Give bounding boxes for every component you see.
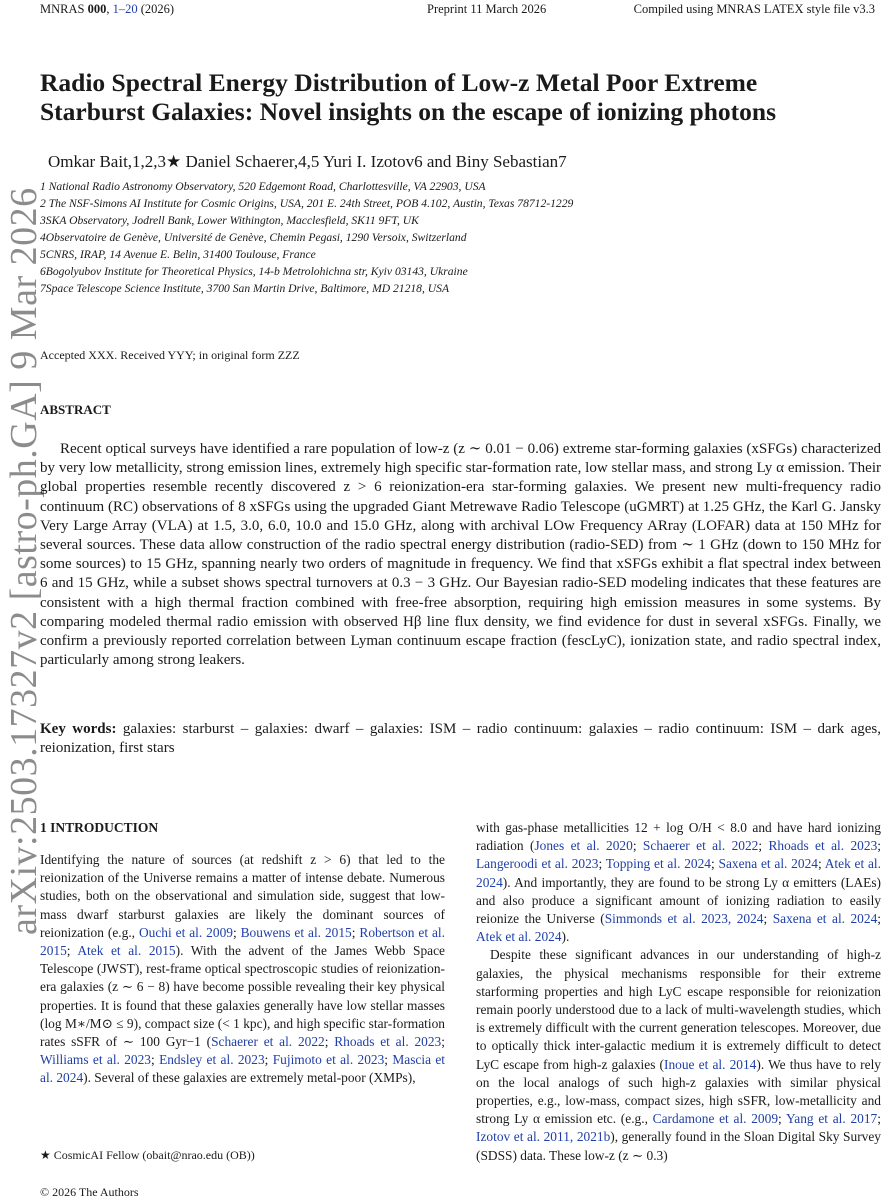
section-heading-introduction: 1 INTRODUCTION [40,820,159,835]
citation-link[interactable]: Bouwens et al. 2015 [240,924,352,940]
citation-link[interactable]: Fujimoto et al. 2023 [272,1052,385,1068]
citation-link[interactable]: Schaerer et al. 2022 [642,838,759,854]
header-volume: 000 [87,2,107,16]
accepted-received-dates: Accepted XXX. Received YYY; in original form ZZZ [40,348,300,362]
header-journal: MNRAS [40,2,85,16]
header-pages-link[interactable]: 1–20 [112,2,138,16]
affiliation-item: 1 National Radio Astronomy Observatory, 520 Edgemont Road, Charlottesville, VA 22903, USA [40,180,486,193]
citation-link[interactable]: Rhoads et al. 2023 [334,1034,442,1050]
keywords-label: Key words: [40,721,117,737]
citation-link[interactable]: Rhoads et al. 2023 [768,838,878,854]
affiliation-list [40,178,573,297]
arxiv-sidebar-stamp: arXiv:2503.17327v2 [astro-ph.GA] 9 Mar 2026 [3,187,45,935]
citation-link[interactable]: Yang et al. 2017 [785,1111,878,1127]
citation-link[interactable]: Topping et al. 2024 [605,856,712,872]
intro-left-column: Identifying the nature of sources (at redshift z > 6) that led to the reionization of the Universe remains a matter of intense debate. Numerous studies, both on the observational and simulation side, suggest that low-mass dwarf starburst galaxies are likely the dominant sources of reionization (e.g., Ouchi et al. 2009; Bouwens et al. 2015; Robertson et al. 2015; Atek et al. 2015). With the advent of the James Webb Space Telescope (JWST), rest-frame optical spectroscopic studies of reionization-era galaxies (z ∼ 6 − 8) have become possible revealing their key physical properties. It is found that these galaxies generally have low stellar masses (log M∗/M⊙ ≤ 9), compact size (< 1 kpc), and high specific star-formation rates sSFR of ∼ 100 Gyr−1 (Schaerer et al. 2022; Rhoads et al. 2023; Williams et al. 2023; Endsley et al. 2023; Fujimoto et al. 2023; Mascia et al. 2024). Several of these galaxies are extremely metal-poor (XMPs), [40,852,446,1086]
paper-title [40,68,840,126]
footnote: ★ CosmicAI Fellow (obait@nrao.edu (OB)) [40,1148,255,1162]
copyright-line: © 2026 The Authors [40,1185,139,1199]
citation-link[interactable]: Robertson et al. 2015 [40,924,445,959]
citation-link[interactable]: Simmonds et al. 2023, 2024 [604,911,764,927]
keywords-text: galaxies: starburst – galaxies: dwarf – galaxies: ISM – radio continuum: galaxies – radio continuum: ISM – dark ages, reionization, first stars [40,721,881,756]
abstract-text: Recent optical surveys have identified a rare population of low-z (z ∼ 0.01 − 0.06) extreme star-forming galaxies (xSFGs) characterized by very low metallicity, strong emission lines, extremely high specific star-formation rate, low stellar mass, and strong Ly α emission. Their global properties resemble recently discovered z > 6 reionization-era star-forming galaxies. We present new multi-frequency radio continuum (RC) observations of 8 xSFGs using the upgraded Giant Metrewave Radio Telescope (uGMRT) at 1.25 GHz, the Karl G. Jansky Very Large Array (VLA) at 1.5, 3.0, 6.0, 10.0 and 15.0 GHz, along with archival LOw Frequency ARray (LOFAR) data at 150 MHz for several sources. These data allow construction of the radio spectral energy distribution (radio-SED) from ∼ 1 GHz (down to 150 MHz for some sources) to 15 GHz, spanning nearly two orders of magnitude in frequency. We find that xSFGs exhibit a flat spectral index between 6 and 15 GHz, while a subset shows spectral turnovers at 0.3 − 3 GHz. Our Bayesian radio-SED modeling indicates that these features are consistent with a high thermal fraction combined with free-free absorption, requiring high emission measures in some systems. By comparing modeled thermal radio emission with observed Hβ line flux density, we find evidence for dust in several xSFGs. Finally, we confirm a previously reported correlation between Lyman continuum escape fraction (fescLyC), ionization state, and radio spectral index, particularly among strong leakers. [40,441,881,669]
citation-link[interactable]: Endsley et al. 2023 [159,1052,265,1068]
citation-link[interactable]: Williams et al. 2023 [40,1052,151,1068]
author-list: Omkar Bait,1,2,3★ Daniel Schaerer,4,5 Yuri I. Izotov6 and Biny Sebastian7 [48,152,567,171]
title-line-1: Radio Spectral Energy Distribution of Low-z Metal Poor Extreme [40,68,758,97]
intro-paragraph: with gas-phase metallicities 12 + log O/H < 8.0 and have hard ionizing radiation (Jones et al. 2020; Schaerer et al. 2022; Rhoads et al. 2023; Langeroodi et al. 2023; Topping et al. 2024; Saxena et al. 2024; Atek et al. 2024). And importantly, they are found to be strong Ly α emitters (LAEs) and also produce a significant amount of ionizing radiation to easily reionize the Universe (Simmonds et al. 2023, 2024; Saxena et al. 2024; Atek et al. 2024). [476,820,881,945]
keywords [40,720,881,758]
affiliation-item: 5CNRS, IRAP, 14 Avenue E. Belin, 31400 Toulouse, France [40,248,316,261]
affiliation-item: 7Space Telescope Science Institute, 3700 San Martin Drive, Baltimore, MD 21218, USA [40,282,450,295]
citation-link[interactable]: Schaerer et al. 2022 [211,1034,325,1050]
citation-link[interactable]: Inoue et al. 2014 [664,1056,757,1072]
affiliation-item: 3SKA Observatory, Jodrell Bank, Lower Withington, Macclesfield, SK11 9FT, UK [40,214,419,227]
citation-link[interactable]: Langeroodi et al. 2023 [476,856,599,872]
citation-link[interactable]: Atek et al. 2024 [476,929,562,945]
intro-right-column [476,819,881,1165]
running-header-journal: MNRAS 000, 1–20 (2026) [40,2,175,16]
citation-link[interactable]: Cardamone et al. 2009 [652,1111,779,1127]
affiliation-item: 6Bogolyubov Institute for Theoretical Physics, 14-b Metrolohichna str, Kyiv 03143, Ukraine [40,265,468,278]
abstract-heading: ABSTRACT [40,402,111,417]
citation-link[interactable]: Saxena et al. 2024 [772,911,878,927]
running-header-preprint: Preprint 11 March 2026 [427,2,547,16]
citation-link[interactable]: Jones et al. 2020 [534,838,633,854]
running-header-style: Compiled using MNRAS LATEX style file v3.3 [633,2,875,16]
header-year: (2026) [140,2,175,16]
title-line-2: Starburst Galaxies: Novel insights on the escape of ionizing photons [40,97,777,126]
citation-link[interactable]: Atek et al. 2024 [476,856,881,890]
citation-link[interactable]: Atek et al. 2015 [77,943,176,959]
citation-link[interactable]: Izotov et al. 2011, 2021b [476,1129,611,1145]
citation-link[interactable]: Saxena et al. 2024 [718,856,818,872]
affiliation-item: 4Observatoire de Genève, Université de Genève, Chemin Pegasi, 1290 Versoix, Switzerland [40,231,467,244]
affiliation-item: 2 The NSF-Simons AI Institute for Cosmic Origins, USA, 201 E. 24th Street, POB 4.102, Austin, Texas 78712-1229 [40,197,574,210]
citation-link[interactable]: Ouchi et al. 2009 [138,924,233,940]
intro-paragraph: Despite these significant advances in our understanding of high-z galaxies, the physical mechanisms responsible for their extreme starforming properties and high LyC escape responsible for reionization remain poorly understood due to a lack of multi-wavelength studies, which is extremely difficult with the current generation telescopes. Moreover, due to optically thick inter-galactic medium it is extremely difficult to detect LyC escape from high-z galaxies (Inoue et al. 2014). We thus have to rely on the local analogs of such high-z galaxies with similar physical properties, e.g., low-mass, compact sizes, high sSFR, low-metallicity and strong Ly α emission etc. (e.g., Cardamone et al. 2009; Yang et al. 2017; Izotov et al. 2011, 2021b), generally found in the Sloan Digital Sky Survey (SDSS) data. These low-z (z ∼ 0.3) [476,947,881,1163]
citation-link[interactable]: Mascia et al. 2024 [40,1052,446,1086]
